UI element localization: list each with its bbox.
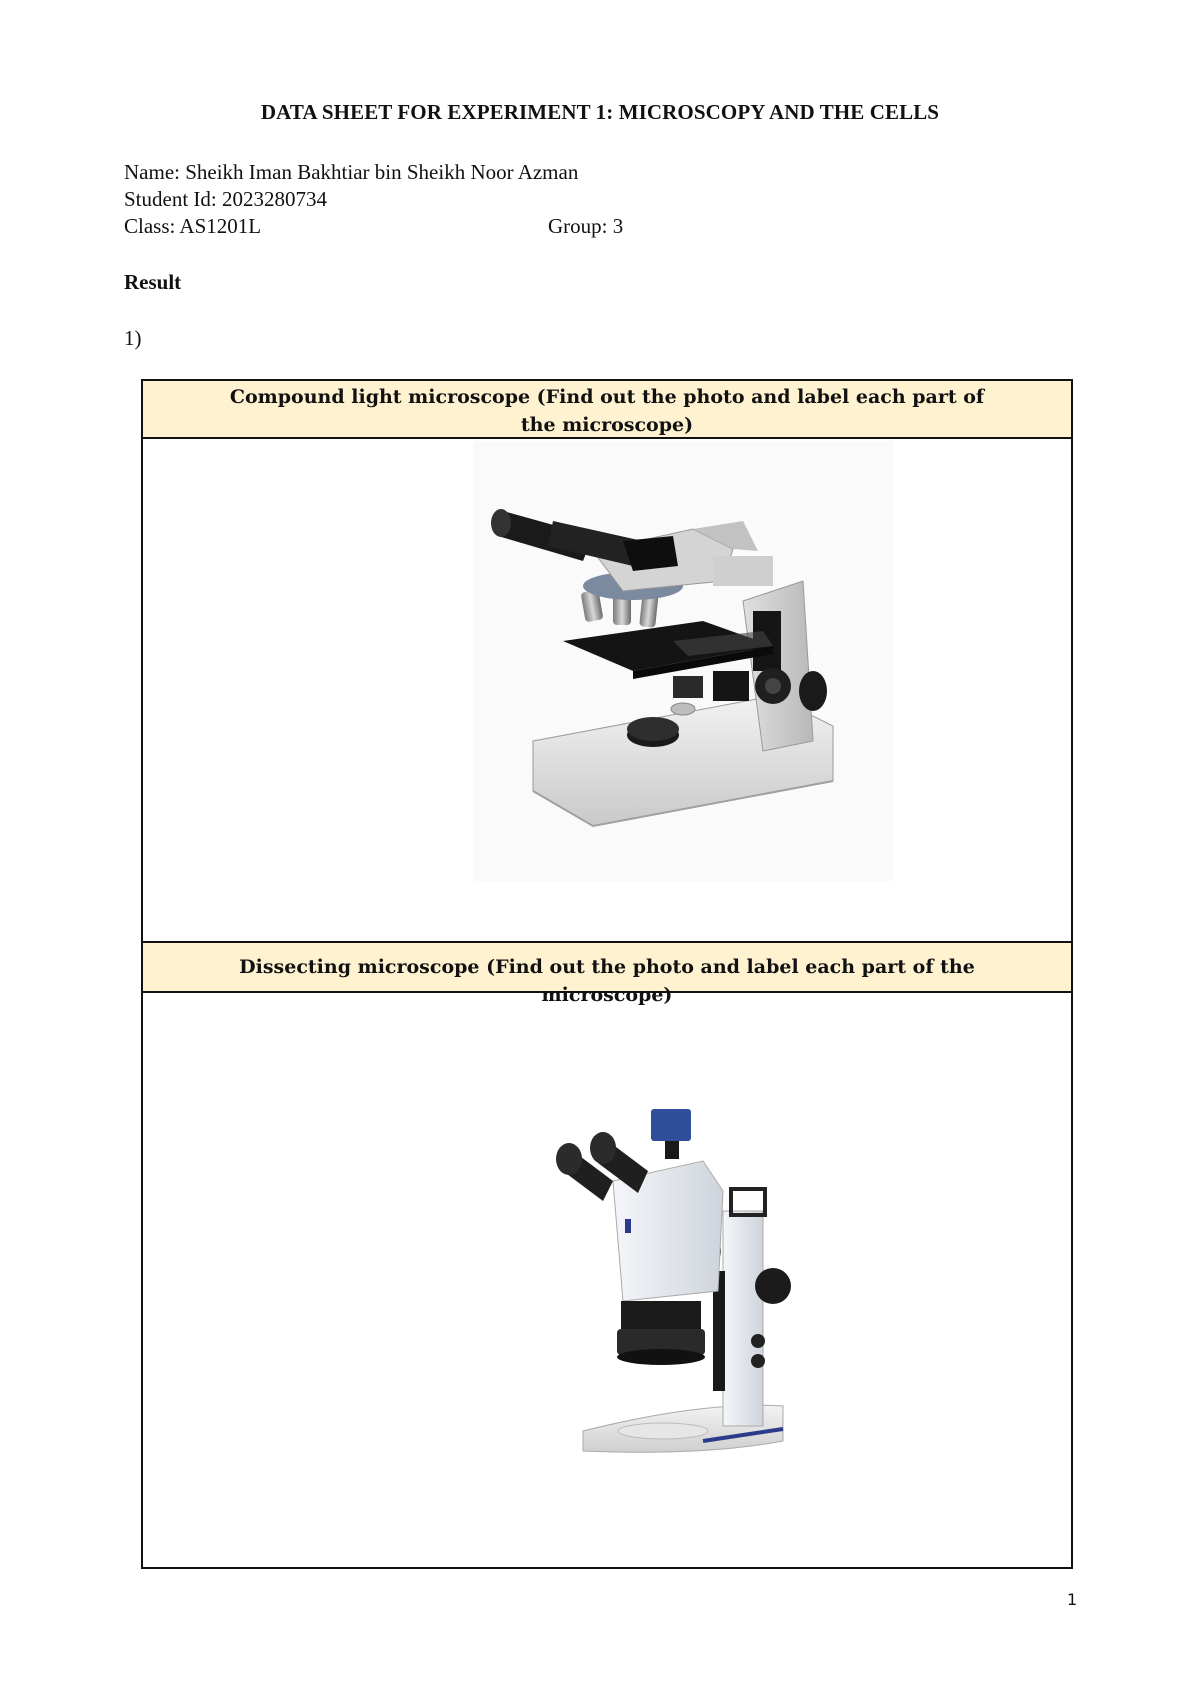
- dissecting-microscope-header: Dissecting microscope (Find out the photo and label each part of the microscope): [143, 941, 1071, 993]
- student-group: Group: 3: [548, 214, 624, 238]
- student-name: Name: Sheikh Iman Bakhtiar bin Sheikh Noor Azman: [124, 160, 579, 184]
- compound-light-microscope-image: [473, 441, 893, 881]
- dissecting-microscope-image: [553, 1101, 853, 1481]
- document-title: DATA SHEET FOR EXPERIMENT 1: MICROSCOPY AND THE CELLS: [260, 100, 940, 124]
- student-class: Class: AS1201L: [124, 214, 262, 238]
- result-heading: Result: [124, 270, 182, 294]
- student-id: Student Id: 2023280734: [124, 187, 327, 211]
- compound-microscope-header: Compound light microscope (Find out the photo and label each part of the microscope): [143, 381, 1071, 439]
- question-number: 1): [124, 326, 142, 350]
- microscope-table: [141, 379, 1073, 1569]
- page-number: 1: [1067, 1590, 1078, 1609]
